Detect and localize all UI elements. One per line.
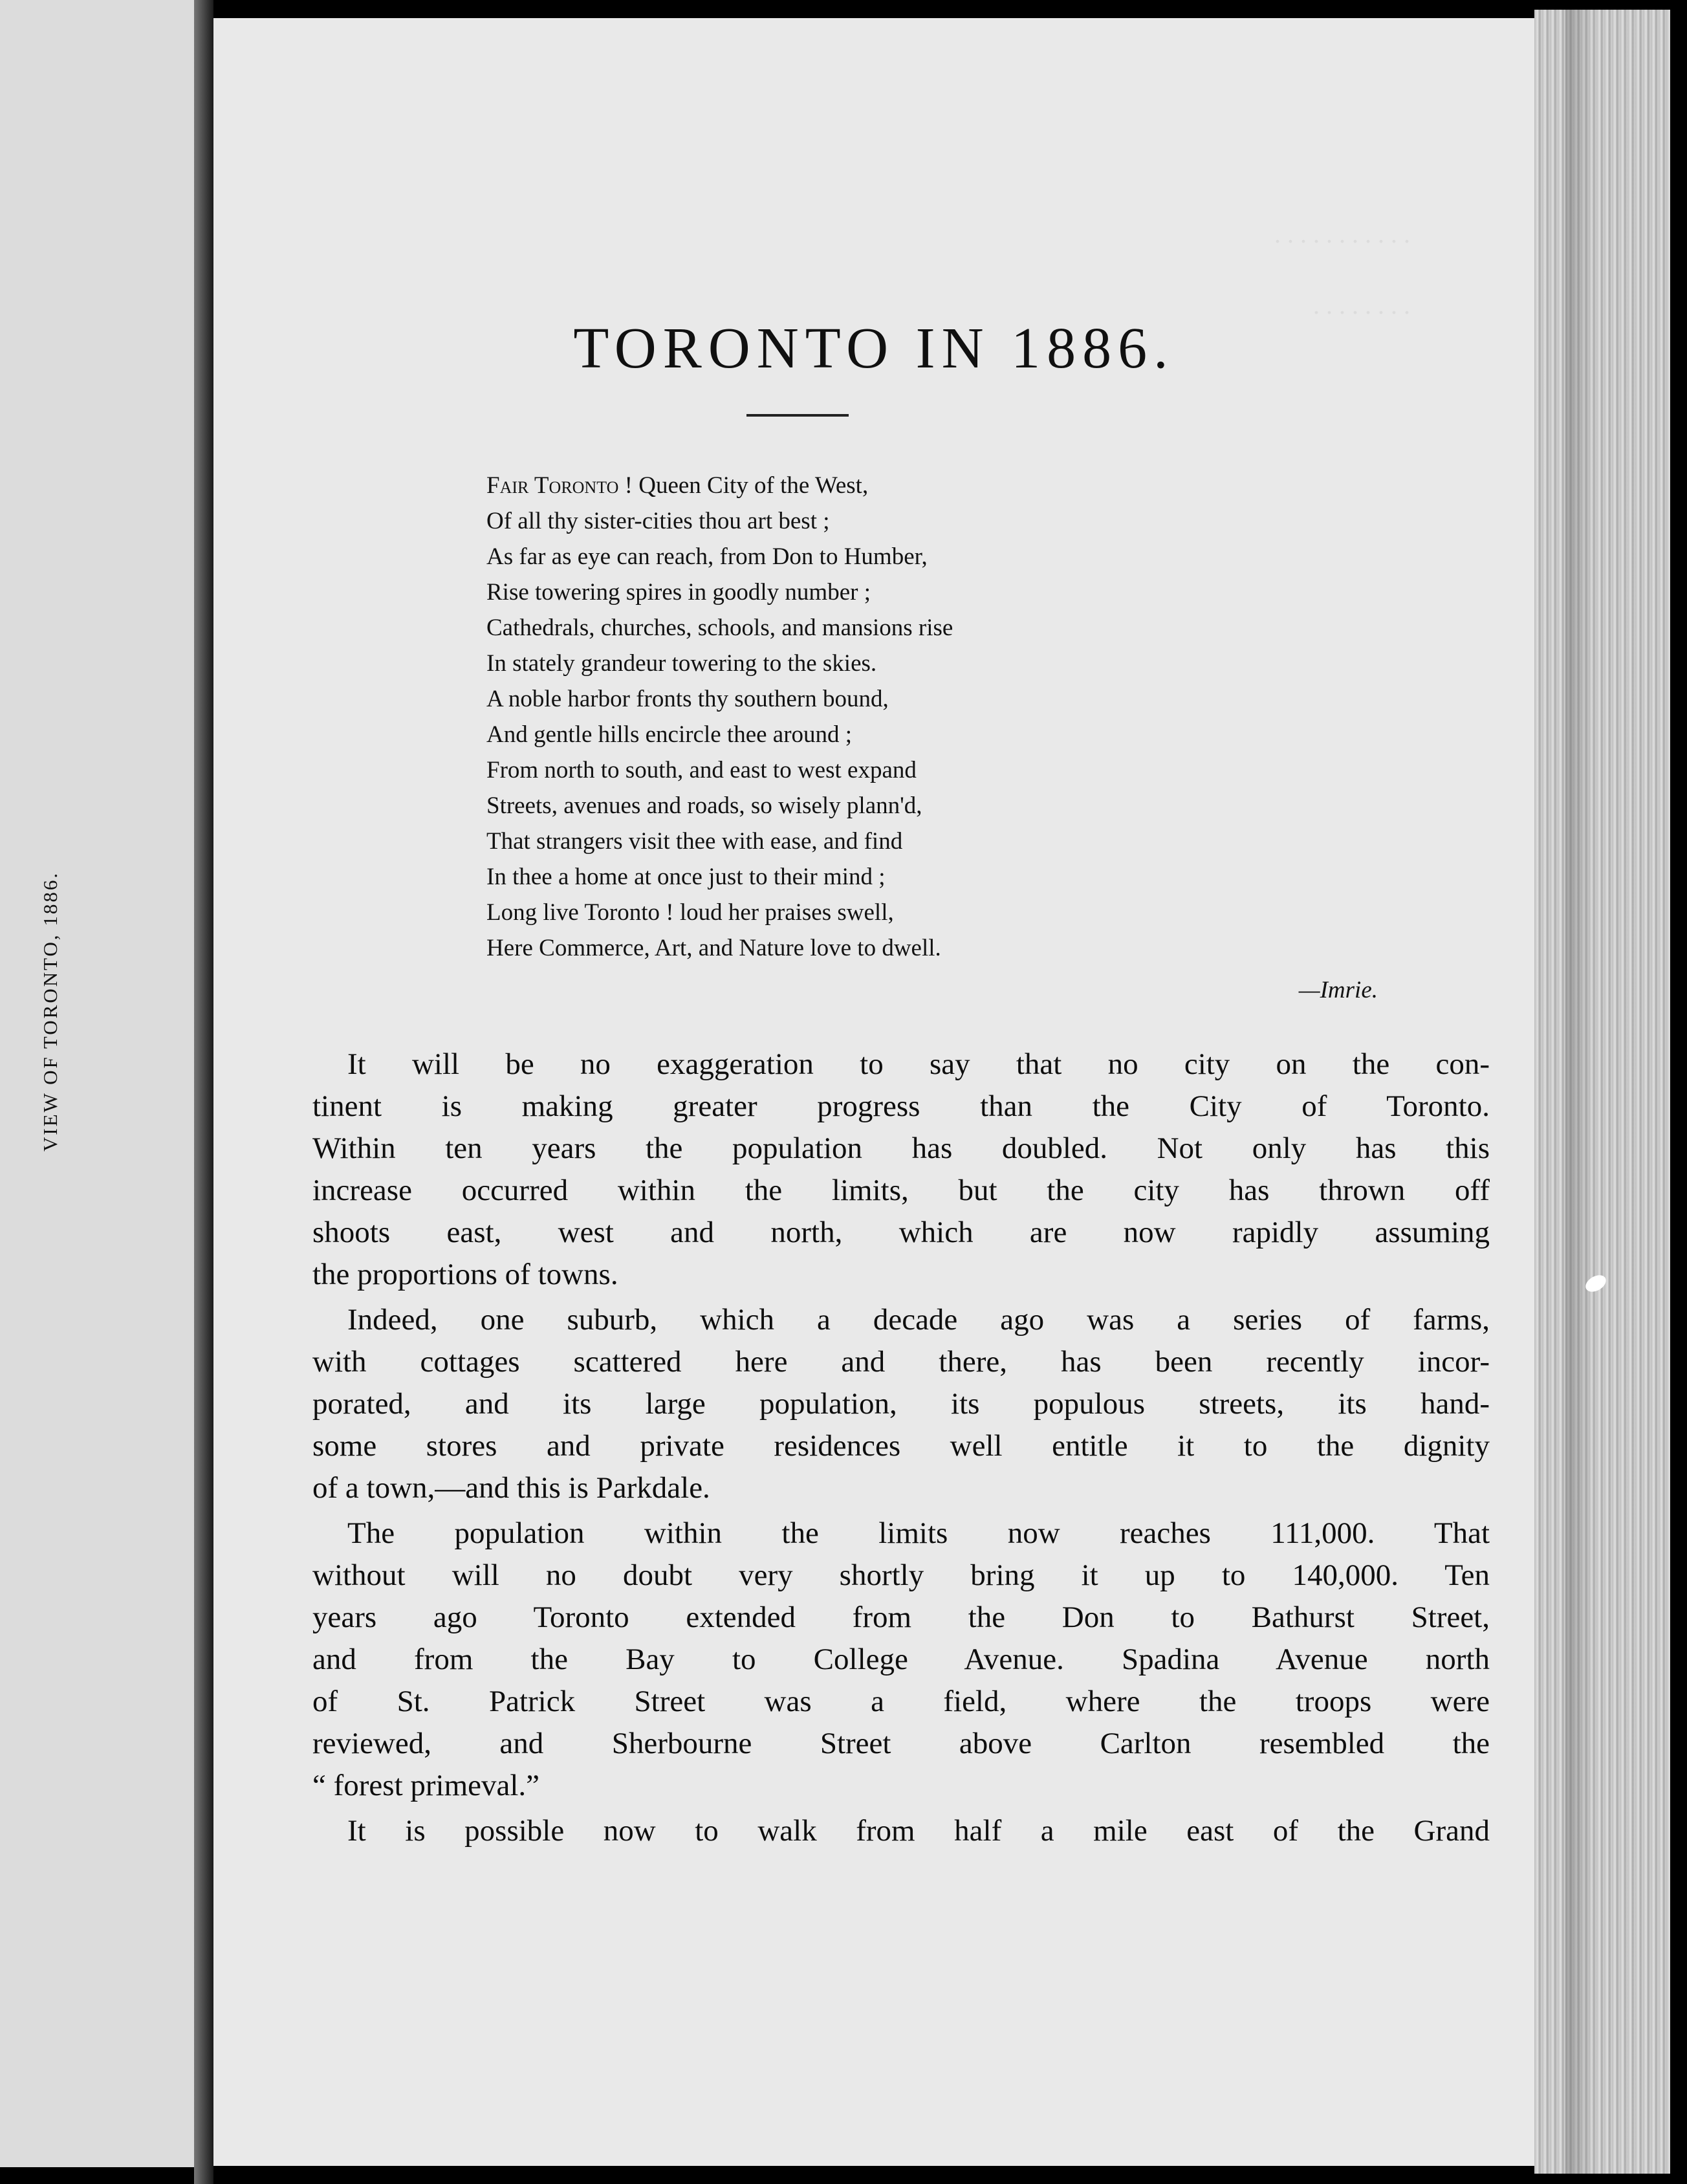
running-head: VIEW OF TORONTO, 1886. (39, 871, 61, 1152)
text-line: some stores and private residences well entitle it to the dignity (312, 1429, 1490, 1463)
page-edges-shadow (1565, 10, 1594, 2174)
poem-line: Streets, avenues and roads, so wisely plann'd, (486, 792, 922, 819)
poem-first-line-rest: ! Queen City of the West, (618, 472, 869, 499)
text-line: porated, and its large population, its populous streets, its hand- (312, 1387, 1490, 1421)
text-line: of a town,—and this is Parkdale. (312, 1471, 710, 1505)
show-through-text: . . . . . . . . . . . (1274, 219, 1410, 248)
left-facing-page (0, 0, 194, 2167)
body-text (312, 1043, 1490, 1855)
poem-line: As far as eye can reach, from Don to Humber, (486, 543, 928, 570)
text-line: without will no doubt very shortly bring it up to 140,000. Ten (312, 1558, 1490, 1592)
text-line: shoots east, west and north, which are now rapidly assuming (312, 1216, 1490, 1249)
page-edges (1534, 10, 1670, 2174)
poem-first-words: Fair Toronto (486, 472, 619, 499)
paragraph-3 (312, 1512, 1490, 1807)
text-line: The population within the limits now reaches 111,000. That (347, 1516, 1490, 1550)
text-line: reviewed, and Sherbourne Street above Carlton resembled the (312, 1727, 1490, 1760)
paragraph-2 (312, 1299, 1490, 1509)
text-line: increase occurred within the limits, but the city has thrown off (312, 1174, 1490, 1207)
poem-attribution: —Imrie. (1298, 977, 1378, 1003)
text-line: Indeed, one suburb, which a decade ago was a series of farms, (347, 1303, 1490, 1337)
text-line: Within ten years the population has doubled. Not only has this (312, 1131, 1490, 1165)
gutter-shadow (194, 0, 213, 2184)
text-line: and from the Bay to College Avenue. Spadina Avenue north (312, 1643, 1490, 1676)
text-line: “ forest primeval.” (312, 1769, 540, 1802)
paragraph-4 (312, 1810, 1490, 1852)
show-through-text: . . . . . . . . (1313, 290, 1410, 320)
epigraph-poem (486, 468, 1392, 966)
title-rule (746, 414, 849, 417)
poem-line: In stately grandeur towering to the skies. (486, 650, 877, 677)
poem-line: Of all thy sister-cities thou art best ; (486, 508, 830, 534)
poem-line: Here Commerce, Art, and Nature love to dwell. (486, 935, 941, 961)
page-title: TORONTO IN 1886. (573, 316, 1175, 380)
text-line: with cottages scattered here and there, has been recently incor- (312, 1345, 1490, 1379)
poem-line: Cathedrals, churches, schools, and mansions rise (486, 615, 953, 641)
text-line: tinent is making greater progress than the City of Toronto. (312, 1089, 1490, 1123)
poem-line: A noble harbor fronts thy southern bound, (486, 686, 889, 712)
poem-line: Rise towering spires in goodly number ; (486, 579, 871, 606)
book-page (213, 18, 1534, 2166)
poem-line: Long live Toronto ! loud her praises swell, (486, 899, 894, 926)
poem-line: And gentle hills encircle thee around ; (486, 721, 853, 748)
poem-line: In thee a home at once just to their mind ; (486, 864, 886, 890)
text-line: It is possible now to walk from half a mile east of the Grand (347, 1814, 1490, 1848)
text-line: of St. Patrick Street was a field, where the troops were (312, 1685, 1490, 1718)
text-line: It will be no exaggeration to say that no city on the con- (347, 1047, 1490, 1081)
poem-line: That strangers visit thee with ease, and find (486, 828, 903, 855)
text-line: the proportions of towns. (312, 1258, 618, 1291)
poem-line (486, 468, 1392, 503)
text-line: years ago Toronto extended from the Don to Bathurst Street, (312, 1600, 1490, 1634)
poem-line: From north to south, and east to west expand (486, 757, 917, 783)
paragraph-1 (312, 1043, 1490, 1296)
